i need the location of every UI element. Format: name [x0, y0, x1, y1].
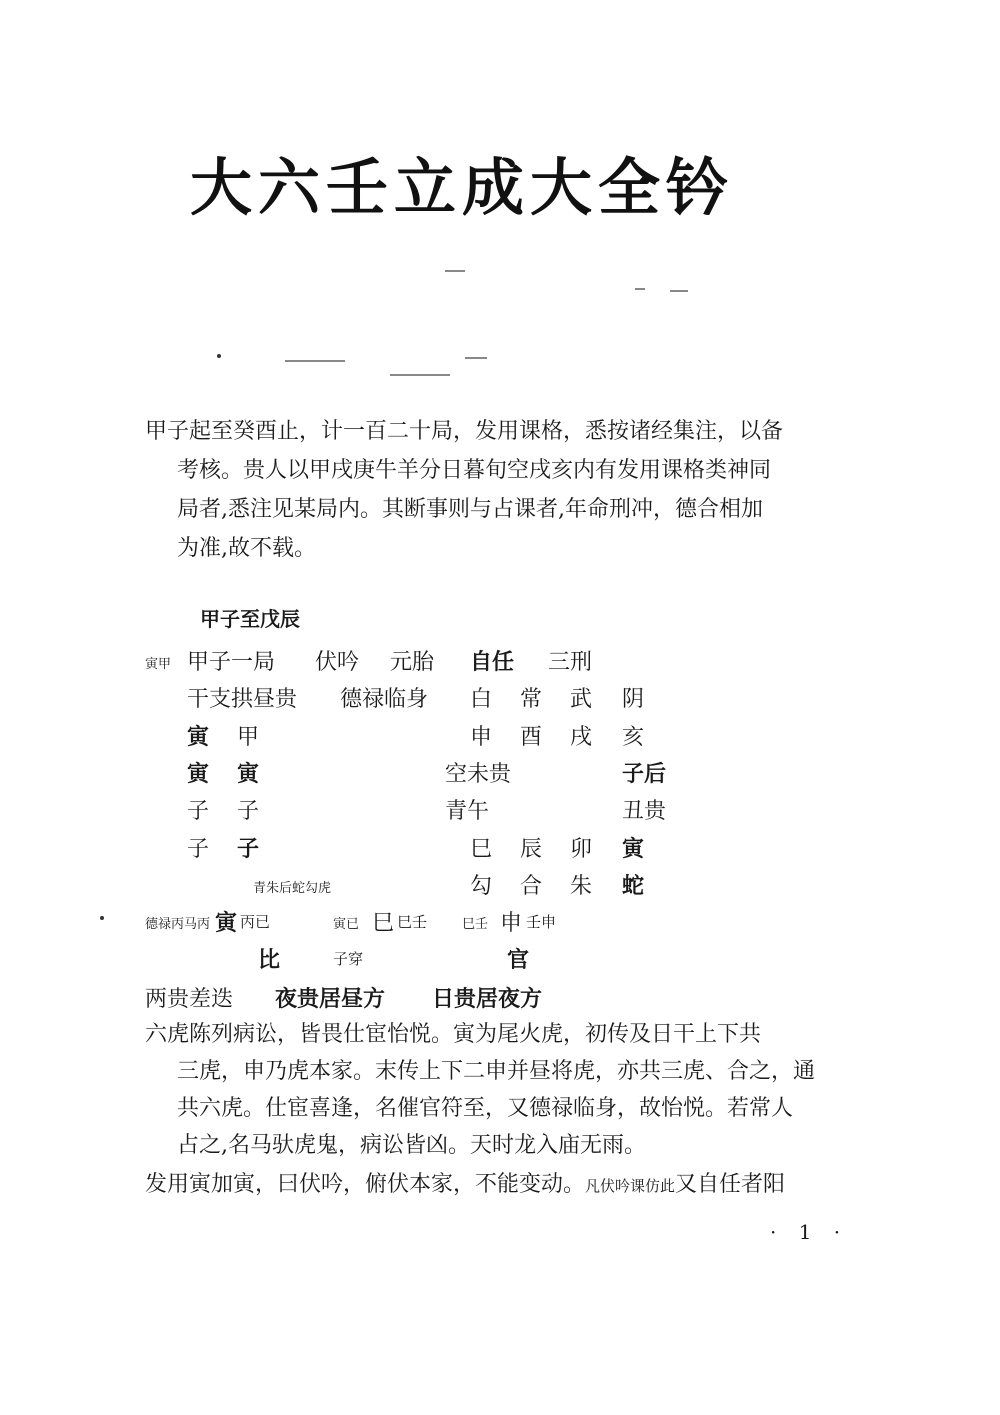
final-line-tail: 又自任者阳	[675, 1172, 786, 1197]
intro-line: 甲子起至癸酉止，计一百二十局，发用课格，悉按诸经集注，以备	[145, 419, 784, 444]
ke-cell: 白	[470, 687, 493, 712]
ke-cell: 勾	[470, 874, 493, 899]
ke-cell: 子	[187, 837, 210, 862]
final-line	[145, 1166, 870, 1205]
ke-cell: 伏吟	[315, 650, 360, 675]
ke-cell: 青午	[445, 799, 490, 824]
ke-cell: 朱	[570, 874, 593, 899]
ke-prefix: 寅甲	[145, 657, 172, 672]
commentary-line: 六虎陈列病讼，皆畏仕宦怡悦。寅为尾火虎，初传及日干上下共	[145, 1022, 762, 1047]
ke-cell: 干支拱昼贵	[187, 687, 298, 712]
ke-cell: 丑贵	[622, 799, 667, 824]
ke-cell: 申	[500, 911, 523, 936]
ke-cell: 三刑	[548, 650, 593, 675]
ke-cell: 甲	[237, 725, 260, 750]
ke-small-note: 子穿	[333, 950, 364, 968]
scan-dot	[100, 916, 104, 920]
ke-cell: 武	[570, 687, 593, 712]
ke-cell: 寅	[622, 836, 645, 862]
scan-mark	[445, 270, 465, 272]
scan-mark	[390, 374, 450, 376]
intro-line: 考核。贵人以甲戌庚牛羊分日暮旬空戌亥内有发用课格类神同	[177, 458, 772, 483]
ke-cell: 官	[507, 947, 530, 973]
commentary-line: 占之,名马驮虎鬼，病讼皆凶。天时龙入庙无雨。	[177, 1133, 646, 1158]
scan-mark	[465, 357, 487, 359]
ke-cell: 酉	[520, 725, 543, 750]
ke-small-note: 壬申	[526, 913, 557, 931]
ke-cell: 亥	[622, 725, 645, 750]
ke-small-note: 丙已	[240, 913, 271, 931]
ke-cell: 两贵差迭	[145, 987, 234, 1012]
final-line-main: 发用寅加寅，曰伏吟，俯伏本家，不能变动。	[145, 1172, 586, 1197]
ke-cell: 子	[237, 836, 260, 862]
ke-cell: 巳	[372, 911, 395, 936]
page-number: · 1 ·	[770, 1220, 849, 1244]
ke-cell: 元胎	[390, 650, 435, 675]
ke-small-note: 巳壬	[397, 913, 428, 931]
commentary-line: 三虎，申乃虎本家。末传上下二申并昼将虎，亦共三虎、合之，通	[177, 1059, 816, 1084]
ke-cell: 阴	[622, 687, 645, 712]
commentary-line: 共六虎。仕宦喜逢，名催官符至，又德禄临身，故怡悦。若常人	[177, 1096, 794, 1121]
scan-mark	[670, 290, 688, 292]
ke-cell: 子	[237, 799, 260, 824]
ke-cell: 寅	[187, 724, 210, 750]
scan-dot	[217, 354, 221, 358]
intro-line: 局者,悉注见某局内。其断事则与占课者,年命刑冲，德合相加	[177, 497, 763, 522]
ke-cell: 蛇	[622, 873, 645, 899]
ke-cell: 寅	[187, 761, 210, 787]
commentary-paragraph	[145, 1016, 870, 1164]
ke-cell: 巳	[470, 837, 493, 862]
ke-cell: 空未贵	[445, 762, 512, 787]
ke-cell: 夜贵居昼方	[275, 986, 386, 1012]
ke-cell: 子后	[622, 761, 667, 787]
ke-cell: 比	[258, 947, 281, 973]
intro-line: 为准,故不载。	[177, 536, 316, 561]
scan-mark	[635, 288, 645, 290]
ke-cell: 寅	[237, 761, 260, 787]
ke-cell: 子	[187, 799, 210, 824]
page-title: 大六壬立成大全钤	[190, 151, 735, 224]
ke-cell: 辰	[520, 837, 543, 862]
ke-cell: 自任	[470, 649, 515, 675]
ke-cell: 卯	[570, 837, 593, 862]
ke-small-note: 寅已	[333, 917, 360, 932]
ke-cell: 日贵居夜方	[432, 986, 543, 1012]
ke-cell: 常	[520, 687, 543, 712]
ke-name: 甲子一局	[187, 650, 276, 675]
ke-cell: 戌	[570, 725, 593, 750]
intro-paragraph	[145, 412, 865, 568]
ke-small-note: 德禄丙马丙	[145, 917, 211, 932]
ke-cell: 合	[520, 874, 543, 899]
ke-small-note: 青朱后蛇勾虎	[253, 881, 332, 896]
section-heading: 甲子至戊辰	[200, 607, 300, 631]
ke-small-note: 巳壬	[462, 917, 489, 932]
ke-cell: 德禄临身	[340, 687, 429, 712]
scan-mark	[285, 360, 345, 362]
final-line-note: 凡伏吟课仿此	[585, 1177, 676, 1195]
ke-cell: 申	[470, 725, 493, 750]
ke-cell: 寅	[215, 910, 238, 936]
